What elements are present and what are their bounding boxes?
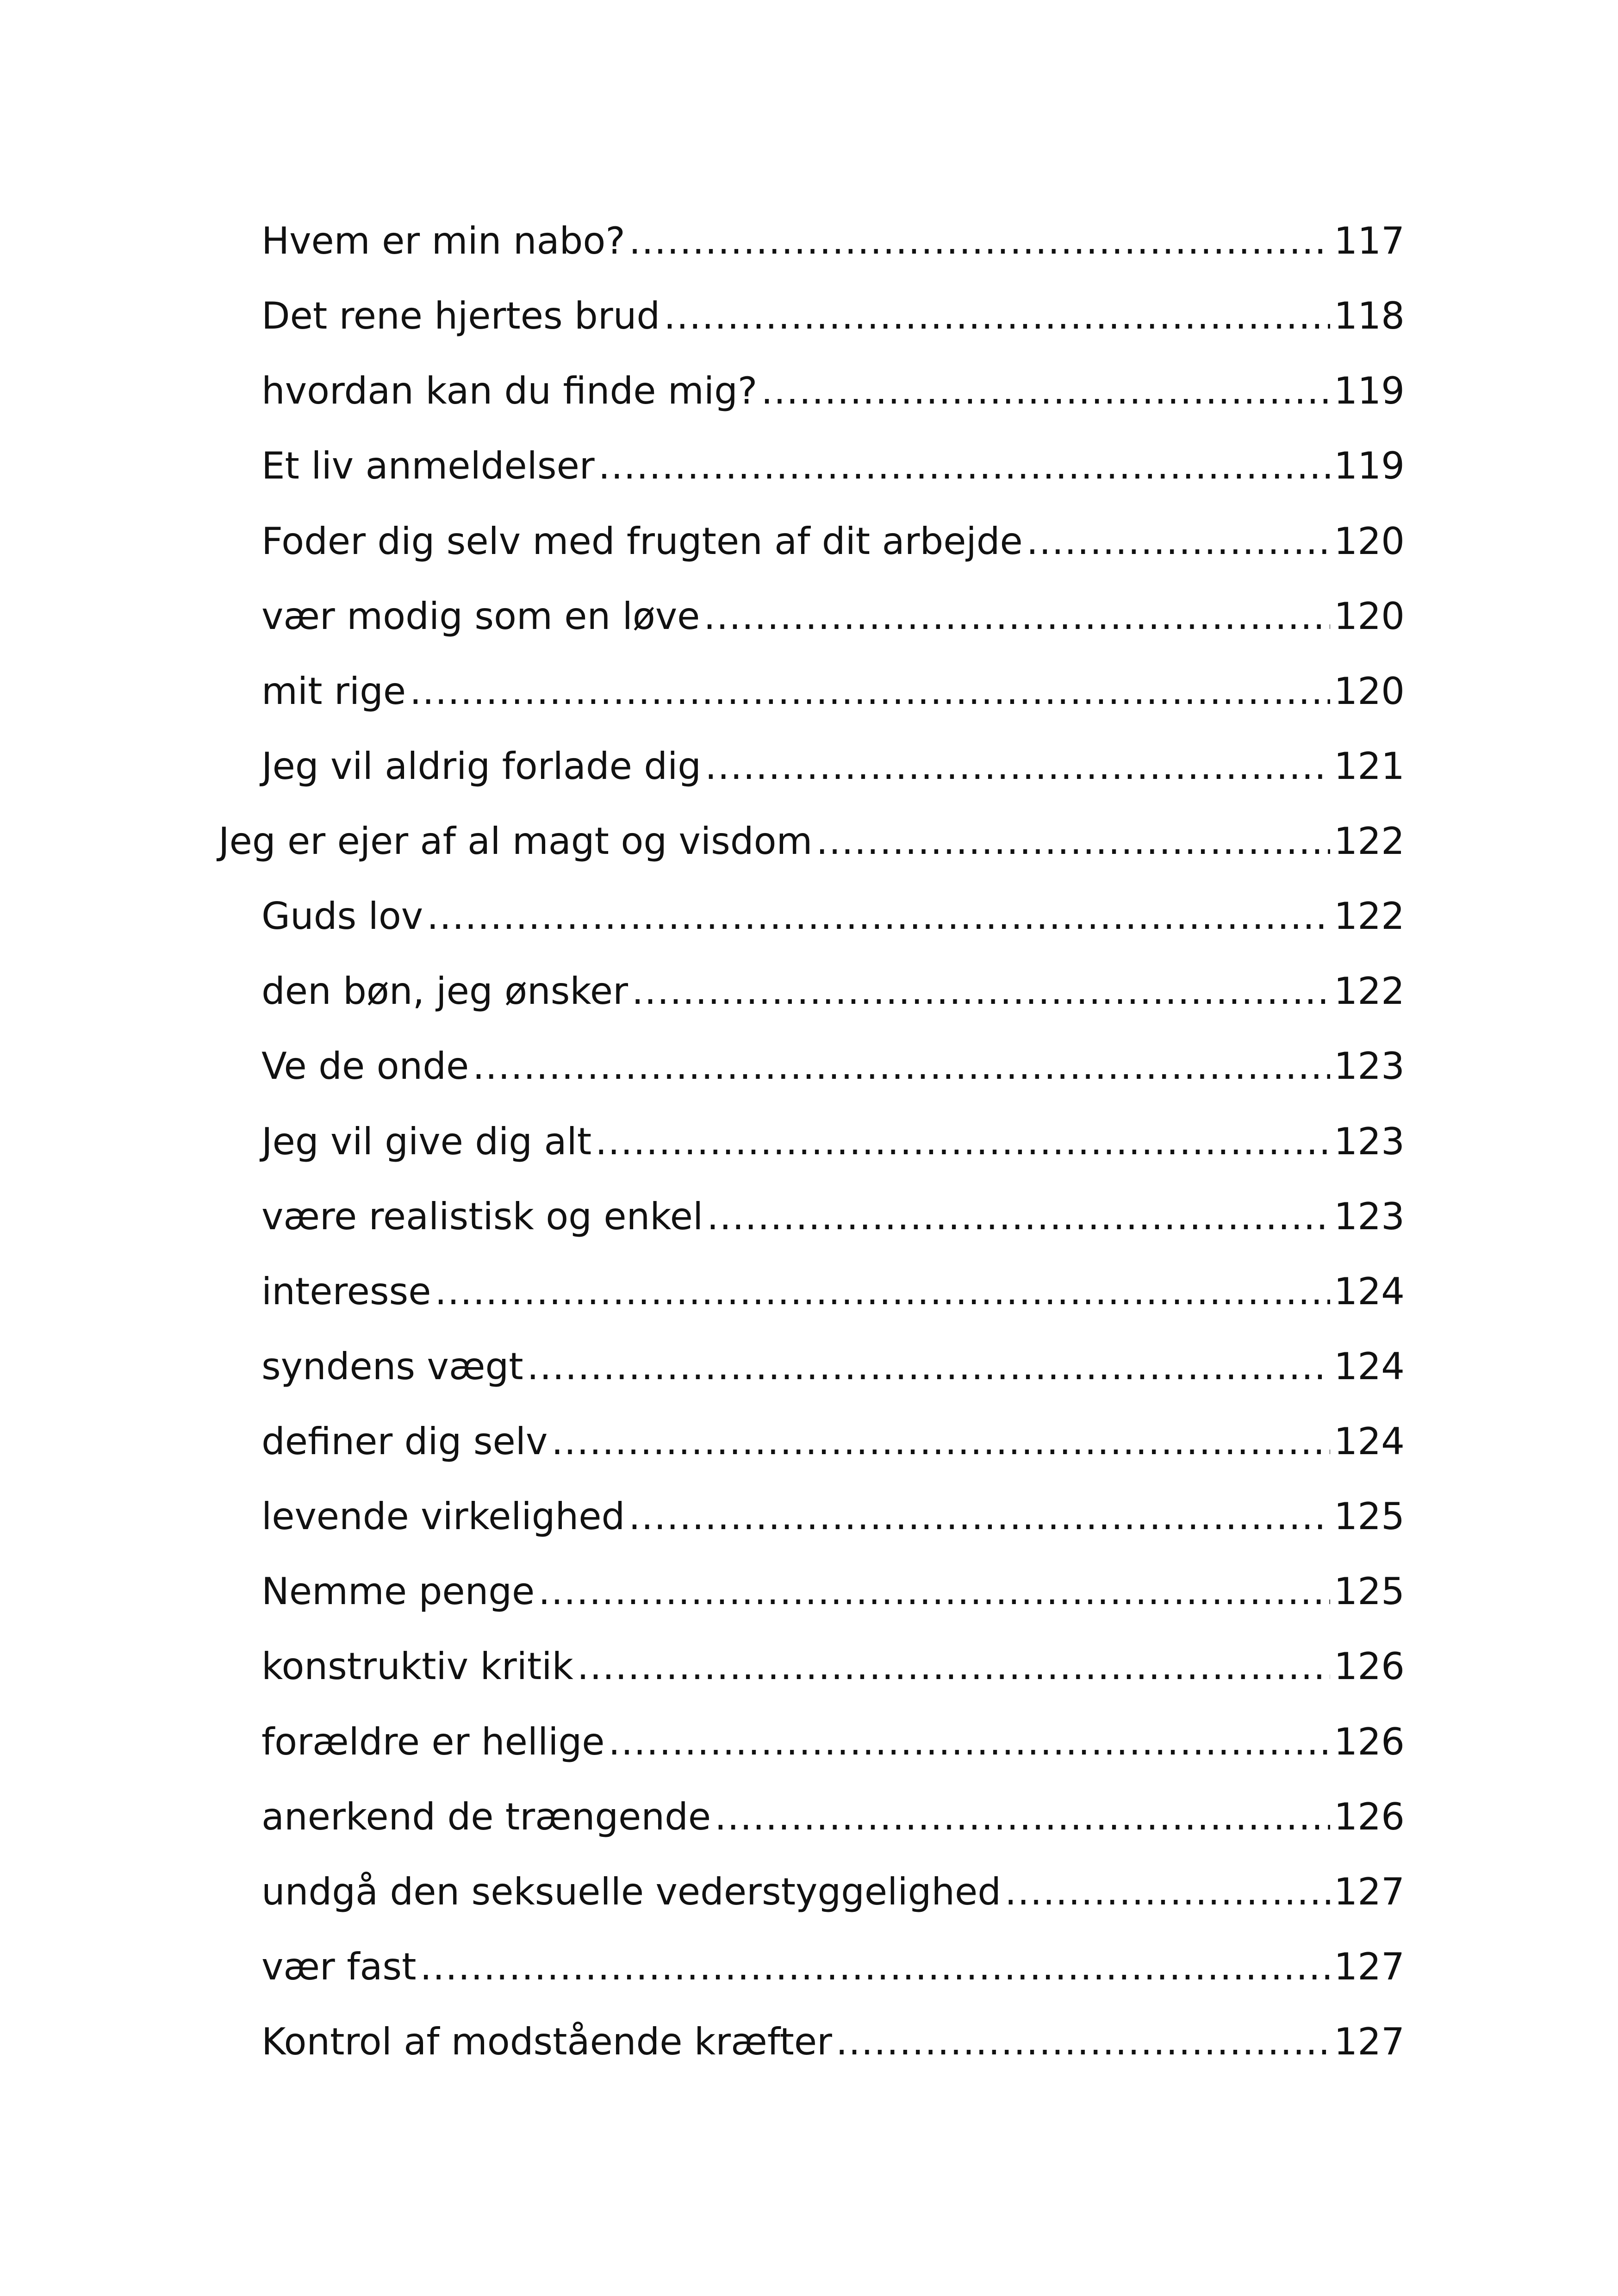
toc-entry[interactable]	[261, 1939, 1405, 1995]
toc-entry-page: 117	[1334, 219, 1405, 262]
toc-entry[interactable]	[261, 739, 1405, 794]
toc-dot-leader	[761, 363, 1330, 419]
toc-entry-title: Foder dig selv med frugten af dit arbejde	[261, 520, 1023, 563]
toc-entry[interactable]	[261, 1564, 1405, 1619]
toc-entry-title: Det rene hjertes brud	[261, 294, 660, 337]
toc-dot-leader	[608, 1714, 1330, 1770]
toc-entry-title: vær fast	[261, 1945, 417, 1988]
toc-entry-title: den bøn, jeg ønsker	[261, 970, 628, 1013]
toc-dot-leader	[473, 1039, 1330, 1094]
toc-entry[interactable]	[261, 1414, 1405, 1469]
toc-entry[interactable]	[261, 964, 1405, 1019]
toc-entry[interactable]	[261, 1339, 1405, 1394]
toc-entry-page: 118	[1334, 294, 1405, 337]
toc-entry-page: 126	[1334, 1720, 1405, 1763]
toc-entry-title: interesse	[261, 1270, 431, 1313]
toc-dot-leader	[577, 1639, 1330, 1694]
toc-entry-title: syndens vægt	[261, 1345, 523, 1388]
toc-entry-page: 126	[1334, 1795, 1405, 1838]
toc-dot-leader	[632, 964, 1330, 1019]
toc-entry-title: Ve de onde	[261, 1045, 469, 1088]
toc-entry-page: 122	[1334, 820, 1405, 863]
toc-entry-title: være realistisk og enkel	[261, 1195, 703, 1238]
toc-entry-page: 123	[1334, 1120, 1405, 1163]
toc-entry-page: 121	[1334, 745, 1405, 788]
toc-dot-leader	[1027, 514, 1331, 569]
toc-entry-title: Jeg er ejer af al magt og visdom	[218, 820, 813, 863]
toc-entry[interactable]	[261, 213, 1405, 269]
toc-dot-leader	[427, 889, 1330, 944]
toc-entry-page: 120	[1334, 670, 1405, 713]
toc-entry[interactable]	[261, 1639, 1405, 1694]
toc-entry[interactable]	[261, 889, 1405, 944]
toc-entry-page: 126	[1334, 1645, 1405, 1688]
toc-entry-title: anerkend de trængende	[261, 1795, 711, 1838]
toc-dot-leader	[1005, 1864, 1330, 1920]
toc-entry[interactable]	[261, 1864, 1405, 1920]
toc-dot-leader	[538, 1564, 1330, 1619]
toc-entry-page: 123	[1334, 1045, 1405, 1088]
toc-dot-leader	[629, 1489, 1330, 1544]
toc-entry[interactable]	[261, 514, 1405, 569]
toc-entry-title: vær modig som en løve	[261, 595, 700, 638]
toc-entry-page: 125	[1334, 1570, 1405, 1613]
toc-entry[interactable]	[261, 589, 1405, 644]
toc-entry-title: Et liv anmeldelser	[261, 444, 595, 487]
toc-dot-leader	[816, 814, 1330, 869]
toc-entry-page: 124	[1334, 1345, 1405, 1388]
toc-dot-leader	[705, 739, 1330, 794]
toc-entry-page: 119	[1334, 444, 1405, 487]
toc-entry-page: 120	[1334, 520, 1405, 563]
toc-entry-title: hvordan kan du finde mig?	[261, 369, 758, 412]
toc-chapter-entry[interactable]	[218, 814, 1405, 869]
toc-entry-title: Kontrol af modstående kræfter	[261, 2020, 832, 2063]
toc-entry[interactable]	[261, 2014, 1405, 2070]
toc-entry[interactable]	[261, 1264, 1405, 1319]
toc-dot-leader	[629, 213, 1330, 269]
toc-dot-leader	[410, 664, 1330, 719]
toc-entry-title: konstruktiv kritik	[261, 1645, 573, 1688]
toc-entry-page: 119	[1334, 369, 1405, 412]
toc-dot-leader	[551, 1414, 1330, 1469]
toc-entry-title: levende virkelighed	[261, 1495, 625, 1538]
toc-dot-leader	[664, 288, 1330, 344]
toc-entry[interactable]	[261, 288, 1405, 344]
toc-dot-leader	[598, 438, 1331, 494]
toc-entry-title: definer dig selv	[261, 1420, 548, 1463]
toc-entry[interactable]	[261, 1714, 1405, 1770]
toc-entry-page: 127	[1334, 1870, 1405, 1913]
toc-entry-page: 120	[1334, 595, 1405, 638]
toc-entry-title: Hvem er min nabo?	[261, 219, 625, 262]
toc-dot-leader	[420, 1939, 1330, 1995]
toc-entry-page: 122	[1334, 970, 1405, 1013]
toc-entry[interactable]	[261, 438, 1405, 494]
toc-entry-page: 124	[1334, 1270, 1405, 1313]
toc-dot-leader	[715, 1789, 1330, 1845]
toc-entry[interactable]	[261, 1789, 1405, 1845]
toc-entry[interactable]	[261, 1039, 1405, 1094]
toc-entry-page: 127	[1334, 1945, 1405, 1988]
toc-entry-page: 122	[1334, 895, 1405, 938]
toc-entry[interactable]	[261, 664, 1405, 719]
toc-entry-title: forældre er hellige	[261, 1720, 605, 1763]
toc-entry-title: mit rige	[261, 670, 406, 713]
toc-entry[interactable]	[261, 1114, 1405, 1170]
toc-entry-page: 123	[1334, 1195, 1405, 1238]
toc-dot-leader	[595, 1114, 1330, 1170]
toc-entry-title: Guds lov	[261, 895, 423, 938]
toc-dot-leader	[836, 2014, 1330, 2070]
toc-entry-title: Nemme penge	[261, 1570, 535, 1613]
toc-dot-leader	[703, 589, 1330, 644]
toc-dot-leader	[435, 1264, 1330, 1319]
toc-entry[interactable]	[261, 1489, 1405, 1544]
toc-entry[interactable]	[261, 1189, 1405, 1244]
toc-entry-page: 124	[1334, 1420, 1405, 1463]
toc-entry[interactable]	[261, 363, 1405, 419]
toc-dot-leader	[707, 1189, 1330, 1244]
toc-entry-title: Jeg vil aldrig forlade dig	[261, 745, 702, 788]
toc-entry-page: 127	[1334, 2020, 1405, 2063]
toc-entry-page: 125	[1334, 1495, 1405, 1538]
toc-entry-title: Jeg vil give dig alt	[261, 1120, 592, 1163]
toc-entry-title: undgå den seksuelle vederstyggelighed	[261, 1870, 1002, 1913]
toc-dot-leader	[527, 1339, 1331, 1394]
